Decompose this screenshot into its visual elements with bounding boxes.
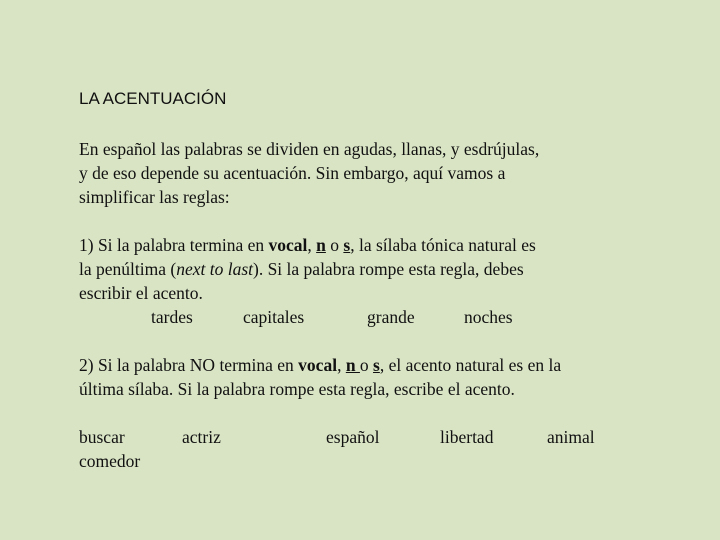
rule-text: , [307, 235, 317, 255]
rule-text: o [325, 235, 344, 255]
rule-2-line [79, 353, 561, 377]
intro-line: simplificar las reglas: [79, 187, 230, 207]
rule-keyword: n [316, 235, 326, 255]
rule-text: , [337, 355, 346, 375]
example-word: actriz [182, 427, 221, 447]
rule-text: o [359, 355, 374, 375]
example-word: noches [464, 307, 513, 327]
intro-paragraph [79, 137, 539, 209]
rule-2-paragraph [79, 353, 561, 401]
rule-keyword: s [373, 355, 380, 375]
example-word: español [326, 427, 380, 447]
rule-keyword: vocal [298, 355, 338, 375]
example-word: capitales [243, 307, 305, 327]
rule-2-examples [79, 425, 595, 473]
example-word: buscar [79, 427, 125, 447]
example-row [79, 425, 595, 449]
rule-keyword: vocal [268, 235, 308, 255]
rule-1-line [79, 233, 536, 257]
rule-italic: next to last [176, 259, 253, 279]
example-word: libertad [440, 427, 494, 447]
rule-text: la penúltima ( [79, 259, 177, 279]
rule-1-line [79, 257, 536, 281]
rule-text: , la sílaba tónica natural es [350, 235, 536, 255]
rule-keyword: s [343, 235, 351, 255]
slide-title: LA ACENTUACIÓN [79, 89, 227, 108]
rule-text: ). Si la palabra rompe esta regla, debes [253, 259, 524, 279]
example-word: tardes [151, 307, 193, 327]
example-word: animal [547, 427, 595, 447]
rule-1-line: escribir el acento. [79, 283, 203, 303]
rule-keyword: n [345, 355, 360, 375]
rule-1-examples [79, 305, 536, 329]
rule-2-line: última sílaba. Si la palabra rompe esta regla, escribe el acento. [79, 379, 515, 399]
rule-text: , el acento natural es en la [379, 355, 562, 375]
example-word: grande [367, 307, 415, 327]
intro-line: En español las palabras se dividen en agudas, llanas, y esdrújulas, [79, 139, 540, 159]
rule-1-paragraph [79, 233, 536, 329]
example-word: comedor [79, 451, 141, 471]
rule-text: 1) Si la palabra termina en [79, 235, 269, 255]
rule-text: 2) Si la palabra NO termina en [79, 355, 299, 375]
intro-line: y de eso depende su acentuación. Sin embargo, aquí vamos a [79, 163, 506, 183]
